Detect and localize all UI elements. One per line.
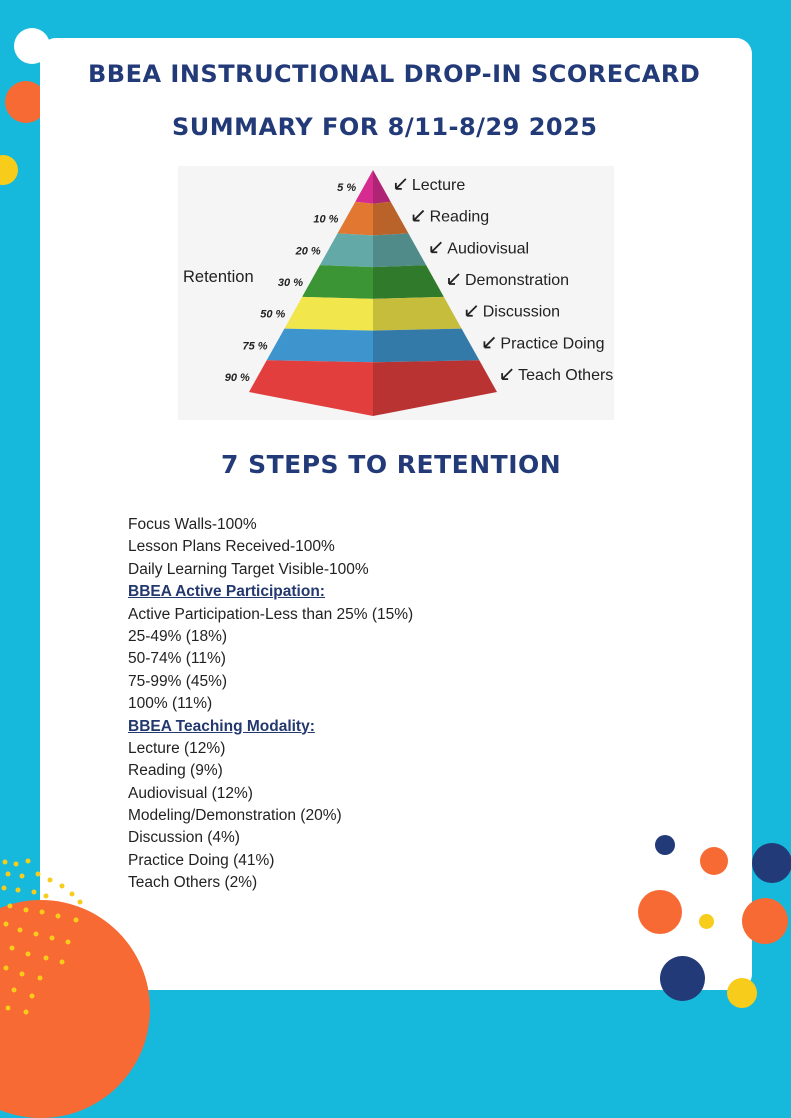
retention-pyramid: [178, 166, 614, 420]
pyramid-percent-label: 30 %: [277, 277, 303, 289]
decor-yellow-circle: [0, 155, 18, 185]
modality-heading: BBEA Teaching Modality:: [128, 717, 315, 735]
decor-yellow-dots-pattern: [0, 858, 130, 1018]
decor-navy-circle-bottom: [660, 956, 705, 1001]
participation-line: 50-74% (11%): [128, 650, 226, 668]
pyramid-level-label: Audiovisual: [447, 240, 530, 258]
pyramid-retention-label: Retention: [183, 268, 254, 286]
decor-navy-circle-right: [752, 843, 791, 883]
pyramid-level-label: Teach Others: [518, 367, 614, 385]
participation-line: 75-99% (45%): [128, 672, 228, 690]
scorecard-summary: [128, 514, 413, 895]
decor-orange-circle-medium: [638, 890, 682, 934]
summary-line: Lesson Plans Received-100%: [128, 538, 335, 556]
pyramid-tier-left: [267, 329, 373, 363]
participation-line: 25-49% (18%): [128, 627, 228, 645]
pyramid-level-label: Lecture: [411, 176, 466, 194]
modality-line: Practice Doing (41%): [128, 851, 275, 869]
page-title: BBEA INSTRUCTIONAL DROP-IN SCORECARD: [88, 60, 701, 88]
decor-yellow-circle-small: [699, 914, 714, 929]
modality-line: Lecture (12%): [128, 739, 226, 757]
summary-line: Focus Walls-100%: [128, 516, 257, 533]
section-title: 7 STEPS TO RETENTION: [221, 450, 562, 479]
participation-line: 100% (11%): [128, 695, 213, 713]
pyramid-tier-right: [373, 329, 479, 363]
modality-line: Discussion (4%): [128, 829, 240, 847]
pyramid-percent-label: 10 %: [313, 213, 339, 226]
modality-line: Modeling/Demonstration (20%): [128, 807, 342, 825]
page-subtitle: SUMMARY FOR 8/11-8/29 2025: [172, 113, 598, 141]
pyramid-percent-label: 5 %: [337, 181, 357, 194]
pyramid-percent-label: 50 %: [260, 308, 286, 321]
pyramid-level-label: Practice Doing: [500, 335, 605, 353]
participation-line: Active Participation-Less than 25% (15%): [128, 605, 414, 623]
modality-line: Teach Others (2%): [128, 874, 258, 892]
modality-line: Audiovisual (12%): [128, 784, 253, 802]
decor-yellow-circle-bottom: [727, 978, 757, 1008]
pyramid-level-label: Discussion: [482, 303, 561, 321]
pyramid-level-label: Reading: [429, 208, 490, 226]
pyramid-percent-label: 90 %: [224, 372, 250, 385]
modality-line: Reading (9%): [128, 762, 223, 780]
pyramid-percent-label: 20 %: [295, 245, 321, 258]
decor-navy-circle-small: [655, 835, 675, 855]
participation-heading: BBEA Active Participation:: [128, 583, 325, 601]
pyramid-level-label: Demonstration: [465, 272, 570, 289]
decor-orange-circle-small: [700, 847, 728, 875]
summary-line: Daily Learning Target Visible-100%: [128, 560, 369, 578]
pyramid-percent-label: 75 %: [242, 340, 268, 353]
decor-orange-circle-right: [742, 898, 788, 944]
